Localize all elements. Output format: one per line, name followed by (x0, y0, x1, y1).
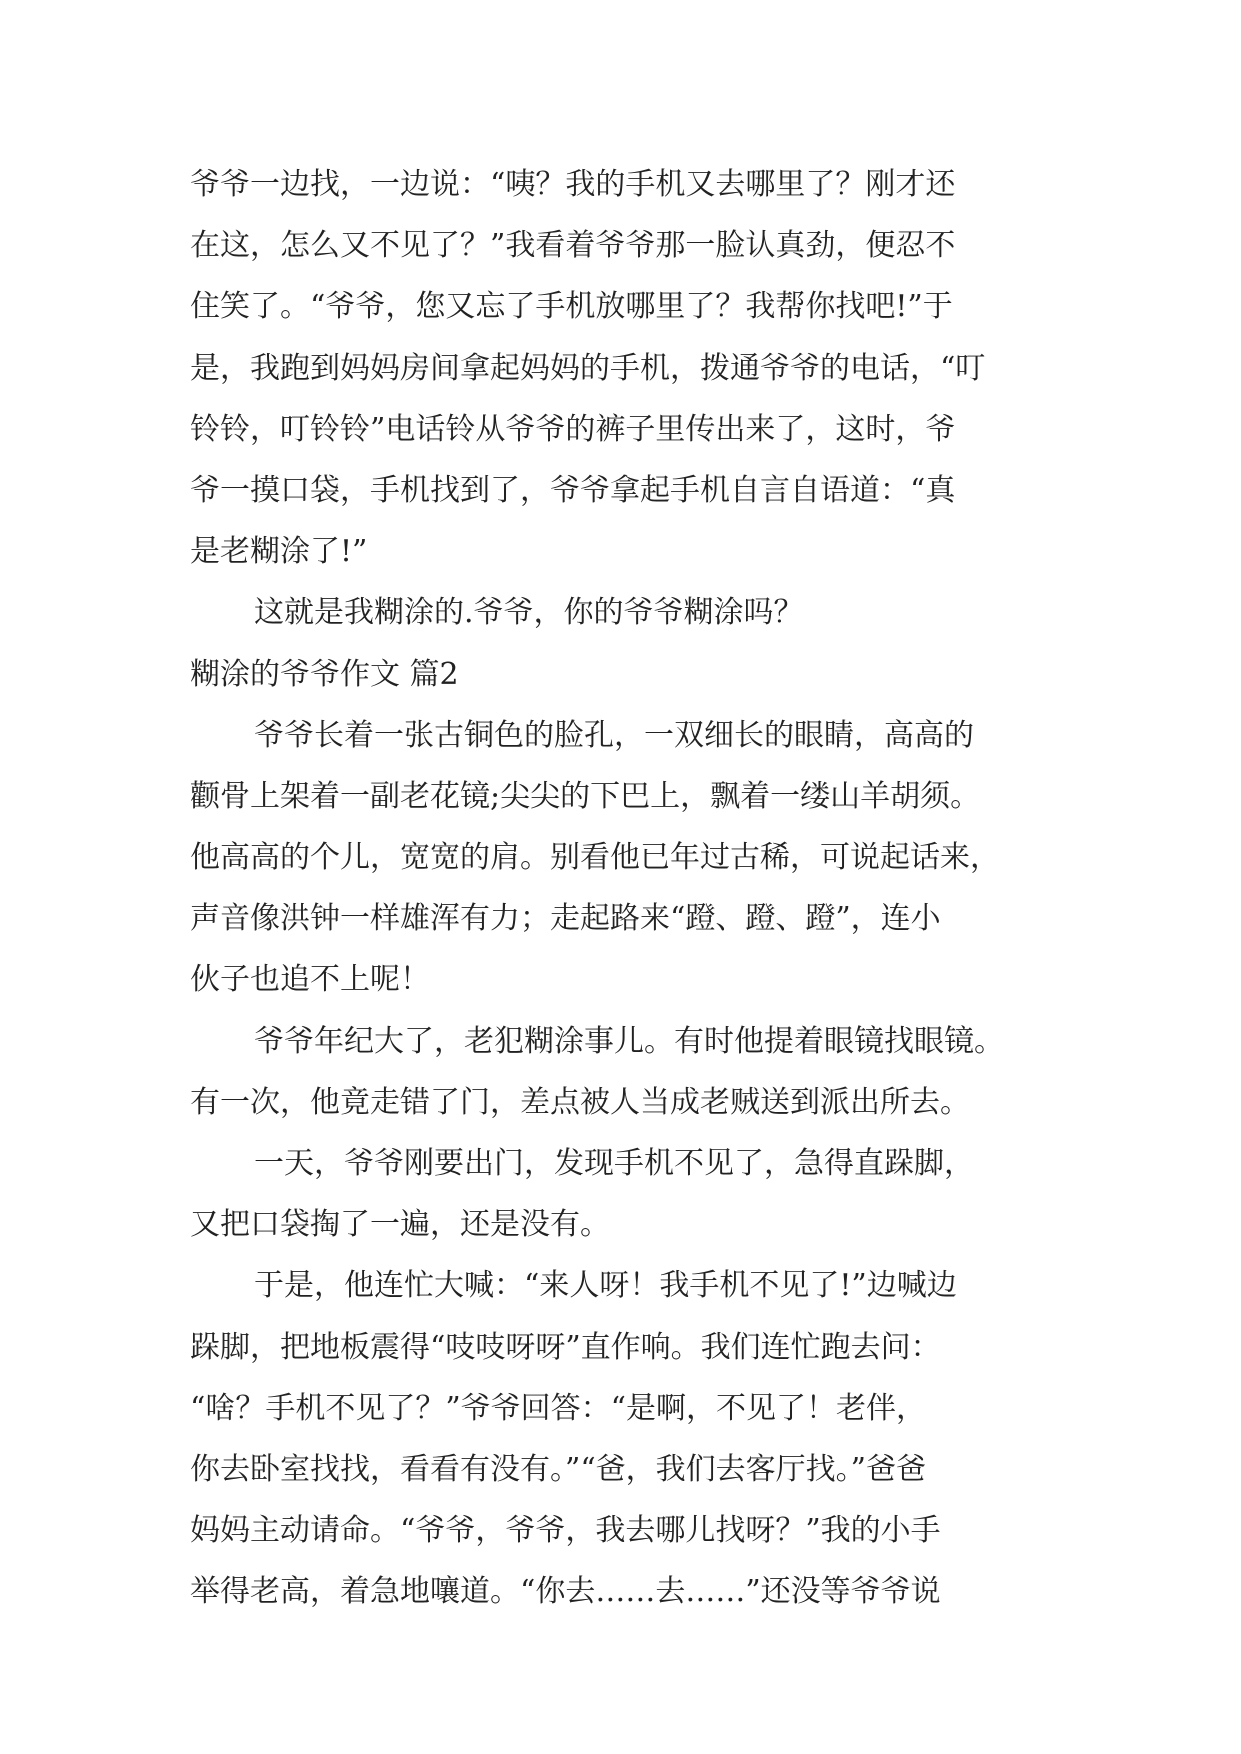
text-line: 声音像洪钟一样雄浑有力；走起路来“蹬、蹬、蹬”，连小 (190, 901, 941, 937)
text-line: “啥？手机不见了？”爷爷回答：“是啊，不见了！老伴， (190, 1390, 927, 1426)
text-line: 是老糊涂了!” (190, 534, 368, 570)
text-line: 跺脚，把地板震得“吱吱呀呀”直作响。我们连忙跑去问： (190, 1329, 941, 1365)
text-line: 又把口袋掏了一遍，还是没有。 (190, 1207, 610, 1243)
text-line: 颧骨上架着一副老花镜;尖尖的下巴上，飘着一缕山羊胡须。 (190, 778, 981, 814)
text-line: 你去卧室找找，看看有没有。”“爸，我们去客厅找。”爸爸 (190, 1451, 927, 1487)
text-line: 住笑了。“爷爷，您又忘了手机放哪里了？我帮你找吧!”于 (190, 289, 953, 325)
text-line: 爷爷年纪大了，老犯糊涂事儿。有时他提着眼镜找眼镜。 (254, 1023, 1004, 1059)
text-line: 铃铃，叮铃铃”电话铃从爷爷的裤子里传出来了，这时，爷 (190, 411, 956, 447)
text-line: 是，我跑到妈妈房间拿起妈妈的手机，拨通爷爷的电话，“叮 (190, 350, 986, 386)
text-line: 于是，他连忙大喊：“来人呀！我手机不见了!”边喊边 (254, 1268, 957, 1304)
text-line: 一天，爷爷刚要出门，发现手机不见了，急得直跺脚， (254, 1146, 974, 1181)
text-line: 举得老高，着急地嚷道。“你去……去……”还没等爷爷说 (190, 1574, 941, 1610)
text-line: 这就是我糊涂的.爷爷，你的爷爷糊涂吗？ (254, 595, 804, 631)
text-line: 爷爷一边找，一边说：“咦？我的手机又去哪里了？刚才还 (190, 167, 956, 202)
text-line: 爷爷长着一张古铜色的脸孔，一双细长的眼睛，高高的 (254, 717, 974, 753)
essay-text (190, 154, 1070, 1623)
text-line: 他高高的个儿，宽宽的肩。别看他已年过古稀，可说起话来， (190, 840, 1000, 876)
text-line: 有一次，他竟走错了门，差点被人当成老贼送到派出所去。 (190, 1084, 970, 1120)
text-line: 伙子也追不上呢！ (190, 962, 430, 998)
section-heading: 糊涂的爷爷作文 篇2 (190, 656, 459, 692)
text-line: 爷一摸口袋，手机找到了，爷爷拿起手机自言自语道：“真 (190, 472, 956, 508)
text-line: 妈妈主动请命。“爷爷，爷爷，我去哪儿找呀？”我的小手 (190, 1513, 941, 1549)
text-line: 在这，怎么又不见了？”我看着爷爷那一脸认真劲，便忍不 (190, 228, 956, 264)
